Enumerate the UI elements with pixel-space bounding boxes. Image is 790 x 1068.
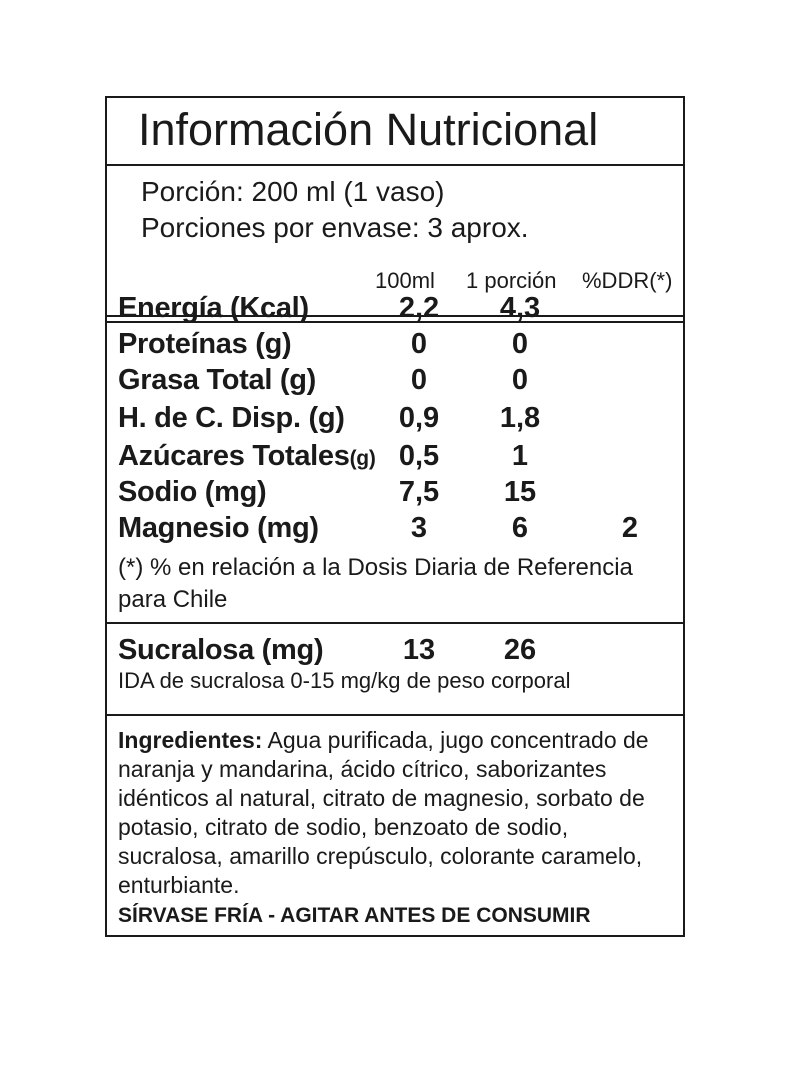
nutrient-name: Grasa Total (g) — [118, 364, 316, 396]
value-per-portion: 4,3 — [499, 292, 541, 324]
serving-size: Porción: 200 ml (1 vaso) — [141, 176, 445, 207]
value-per-100ml: 2,2 — [398, 292, 440, 324]
value-per-portion: 0 — [511, 328, 529, 360]
sucralose-row — [107, 634, 683, 670]
header-per-portion: 1 porción — [466, 268, 557, 293]
footnote-line1: (*) % en relación a la Dosis Diaria de Referencia — [118, 554, 633, 581]
value-per-100ml: 0 — [410, 364, 428, 396]
nutrient-unit: (g) — [349, 447, 376, 470]
value-per-100ml: 7,5 — [398, 476, 440, 508]
sucralose-per-100ml: 13 — [402, 634, 436, 666]
nutrient-name: Proteínas (g) — [118, 328, 292, 360]
value-per-100ml: 0,5 — [398, 440, 440, 472]
serving-warning: SÍRVASE FRÍA - AGITAR ANTES DE CONSUMIR — [118, 904, 591, 927]
value-per-100ml: 0 — [410, 328, 428, 360]
footnote-line2: para Chile — [118, 586, 228, 613]
header-per-100ml: 100ml — [375, 268, 435, 293]
value-per-portion: 15 — [503, 476, 537, 508]
value-per-portion: 0 — [511, 364, 529, 396]
nutrient-name-text: Azúcares Totales — [118, 440, 350, 472]
nutrient-row — [107, 476, 683, 512]
nutrient-name — [118, 440, 376, 473]
value-per-100ml: 3 — [410, 512, 428, 544]
nutrient-row — [107, 402, 683, 438]
value-per-portion: 6 — [511, 512, 529, 544]
nutrient-row — [107, 440, 683, 476]
ingredients-text — [118, 726, 676, 900]
value-per-100ml: 0,9 — [398, 402, 440, 434]
nutrient-name: H. de C. Disp. (g) — [118, 402, 345, 434]
page-title: Información Nutricional — [138, 104, 599, 155]
ingredients-section — [107, 714, 683, 935]
value-ddr: 2 — [621, 512, 639, 544]
sucralose-name: Sucralosa (mg) — [118, 634, 324, 666]
value-per-portion: 1,8 — [499, 402, 541, 434]
sucralose-per-portion: 26 — [503, 634, 537, 666]
title-section — [107, 98, 683, 166]
sucralose-section — [107, 622, 683, 716]
ingredients-list: Agua purificada, jugo concentrado de naranja y mandarina, ácido cítrico, saborizantes idénticos al natural, citrato de magnesio, sorbato de potasio, citrato de sodio, benzoato de sodio, sucralosa, amarillo crepúsculo, colorante caramelo, enturbiante. — [118, 727, 649, 898]
servings-per-container: Porciones por envase: 3 aprox. — [141, 212, 529, 243]
nutrient-row — [107, 364, 683, 400]
nutrient-name: Energía (Kcal) — [118, 292, 309, 324]
header-ddr: %DDR(*) — [582, 268, 673, 293]
nutrition-label — [105, 96, 685, 937]
nutrient-row — [107, 328, 683, 364]
nutrient-table — [107, 264, 683, 624]
nutrient-name: Magnesio (mg) — [118, 512, 319, 544]
nutrient-name: Sodio (mg) — [118, 476, 267, 508]
ingredients-label: Ingredientes: — [118, 727, 263, 753]
sucralose-note: IDA de sucralosa 0-15 mg/kg de peso corporal — [118, 668, 571, 693]
nutrient-row — [107, 292, 683, 328]
value-per-portion: 1 — [511, 440, 529, 472]
nutrient-row — [107, 512, 683, 548]
